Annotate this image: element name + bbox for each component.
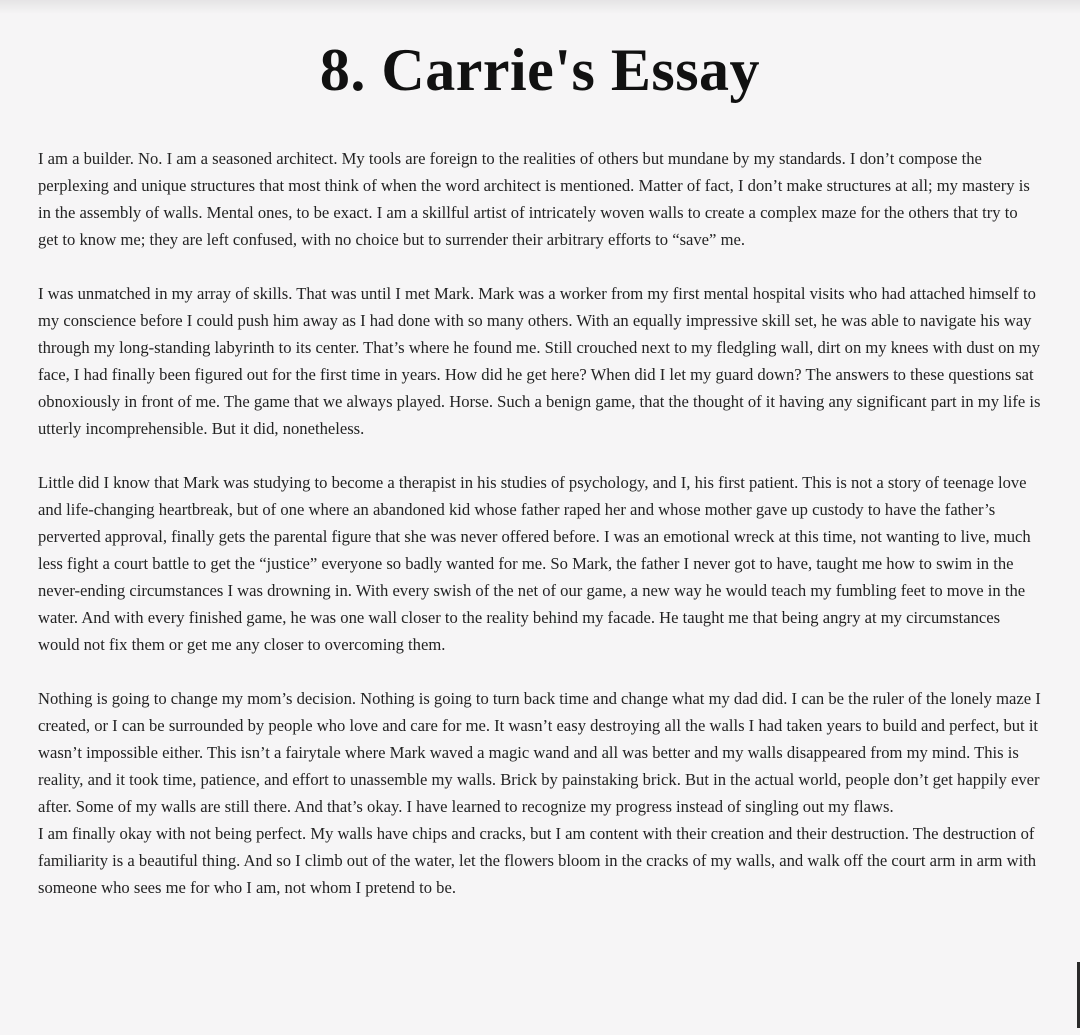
essay-paragraph-4: Nothing is going to change my mom’s decision. Nothing is going to turn back time and change what my dad did. I can be the ruler of the lonely maze I created, or I can be surrounded by people who love and care for me. It wasn’t easy destroying all the walls I had taken years to build and perfect, but it wasn’t impossible either. This isn’t a fairytale where Mark waved a magic wand and all was better and my walls disappeared from my mind. This is reality, and it took time, patience, and effort to unassemble my walls. Brick by painstaking brick. But in the actual world, people don’t get happily ever after. Some of my walls are still there. And that’s okay. I have learned to recognize my progress instead of singling out my flaws.: [38, 689, 1041, 816]
essay-body: [38, 145, 1042, 901]
essay-paragraph-5: I am finally okay with not being perfect. My walls have chips and cracks, but I am content with their creation and their destruction. The destruction of familiarity is a beautiful thing. And so I climb out of the water, let the flowers bloom in the cracks of my walls, and walk off the court arm in arm with someone who sees me for who I am, not whom I pretend to be.: [38, 824, 1037, 897]
essay-paragraph-2: I was unmatched in my array of skills. That was until I met Mark. Mark was a worker from my first mental hospital visits who had attached himself to my conscience before I could push him away as I had done with so many others. With an equally impressive skill set, he was able to navigate his way through my long-standing labyrinth to its center. That’s where he found me. Still crouched next to my fledgling wall, dirt on my knees with dust on my face, I had finally been figured out for the first time in years. How did he get here? When did I let my guard down? The answers to these questions sat obnoxiously in front of me. The game that we always played. Horse. Such a benign game, that the thought of it having any significant part in my life is utterly incomprehensible. But it did, nonetheless.: [38, 284, 1041, 438]
top-shadow: [0, 0, 1080, 14]
essay-paragraph-3: Little did I know that Mark was studying to become a therapist in his studies of psychology, and I, his first patient. This is not a story of teenage love and life-changing heartbreak, but of one where an abandoned kid whose father raped her and whose mother gave up custody to have the father’s perverted approval, finally gets the parental figure that she was never offered before. I was an emotional wreck at this time, not wanting to live, much less fight a court battle to get the “justice” everyone so badly wanted for me. So Mark, the father I never got to have, taught me how to swim in the never-ending circumstances I was drowning in. With every swish of the net of our game, a new way he would teach my fumbling feet to move in the water. And with every finished game, he was one wall closer to the reality behind my facade. He taught me that being angry at my circumstances would not fix them or get me any closer to overcoming them.: [38, 473, 1031, 654]
essay-paragraph-1: I am a builder. No. I am a seasoned architect. My tools are foreign to the realities of others but mundane by my standards. I don’t compose the perplexing and unique structures that most think of when the word architect is mentioned. Matter of fact, I don’t make structures at all; my mastery is in the assembly of walls. Mental ones, to be exact. I am a skillful artist of intricately woven walls to create a complex maze for the others that try to get to know me; they are left confused, with no choice but to surrender their arbitrary efforts to “save” me.: [38, 149, 1030, 249]
page-title: 8. Carrie's Essay: [319, 37, 761, 103]
